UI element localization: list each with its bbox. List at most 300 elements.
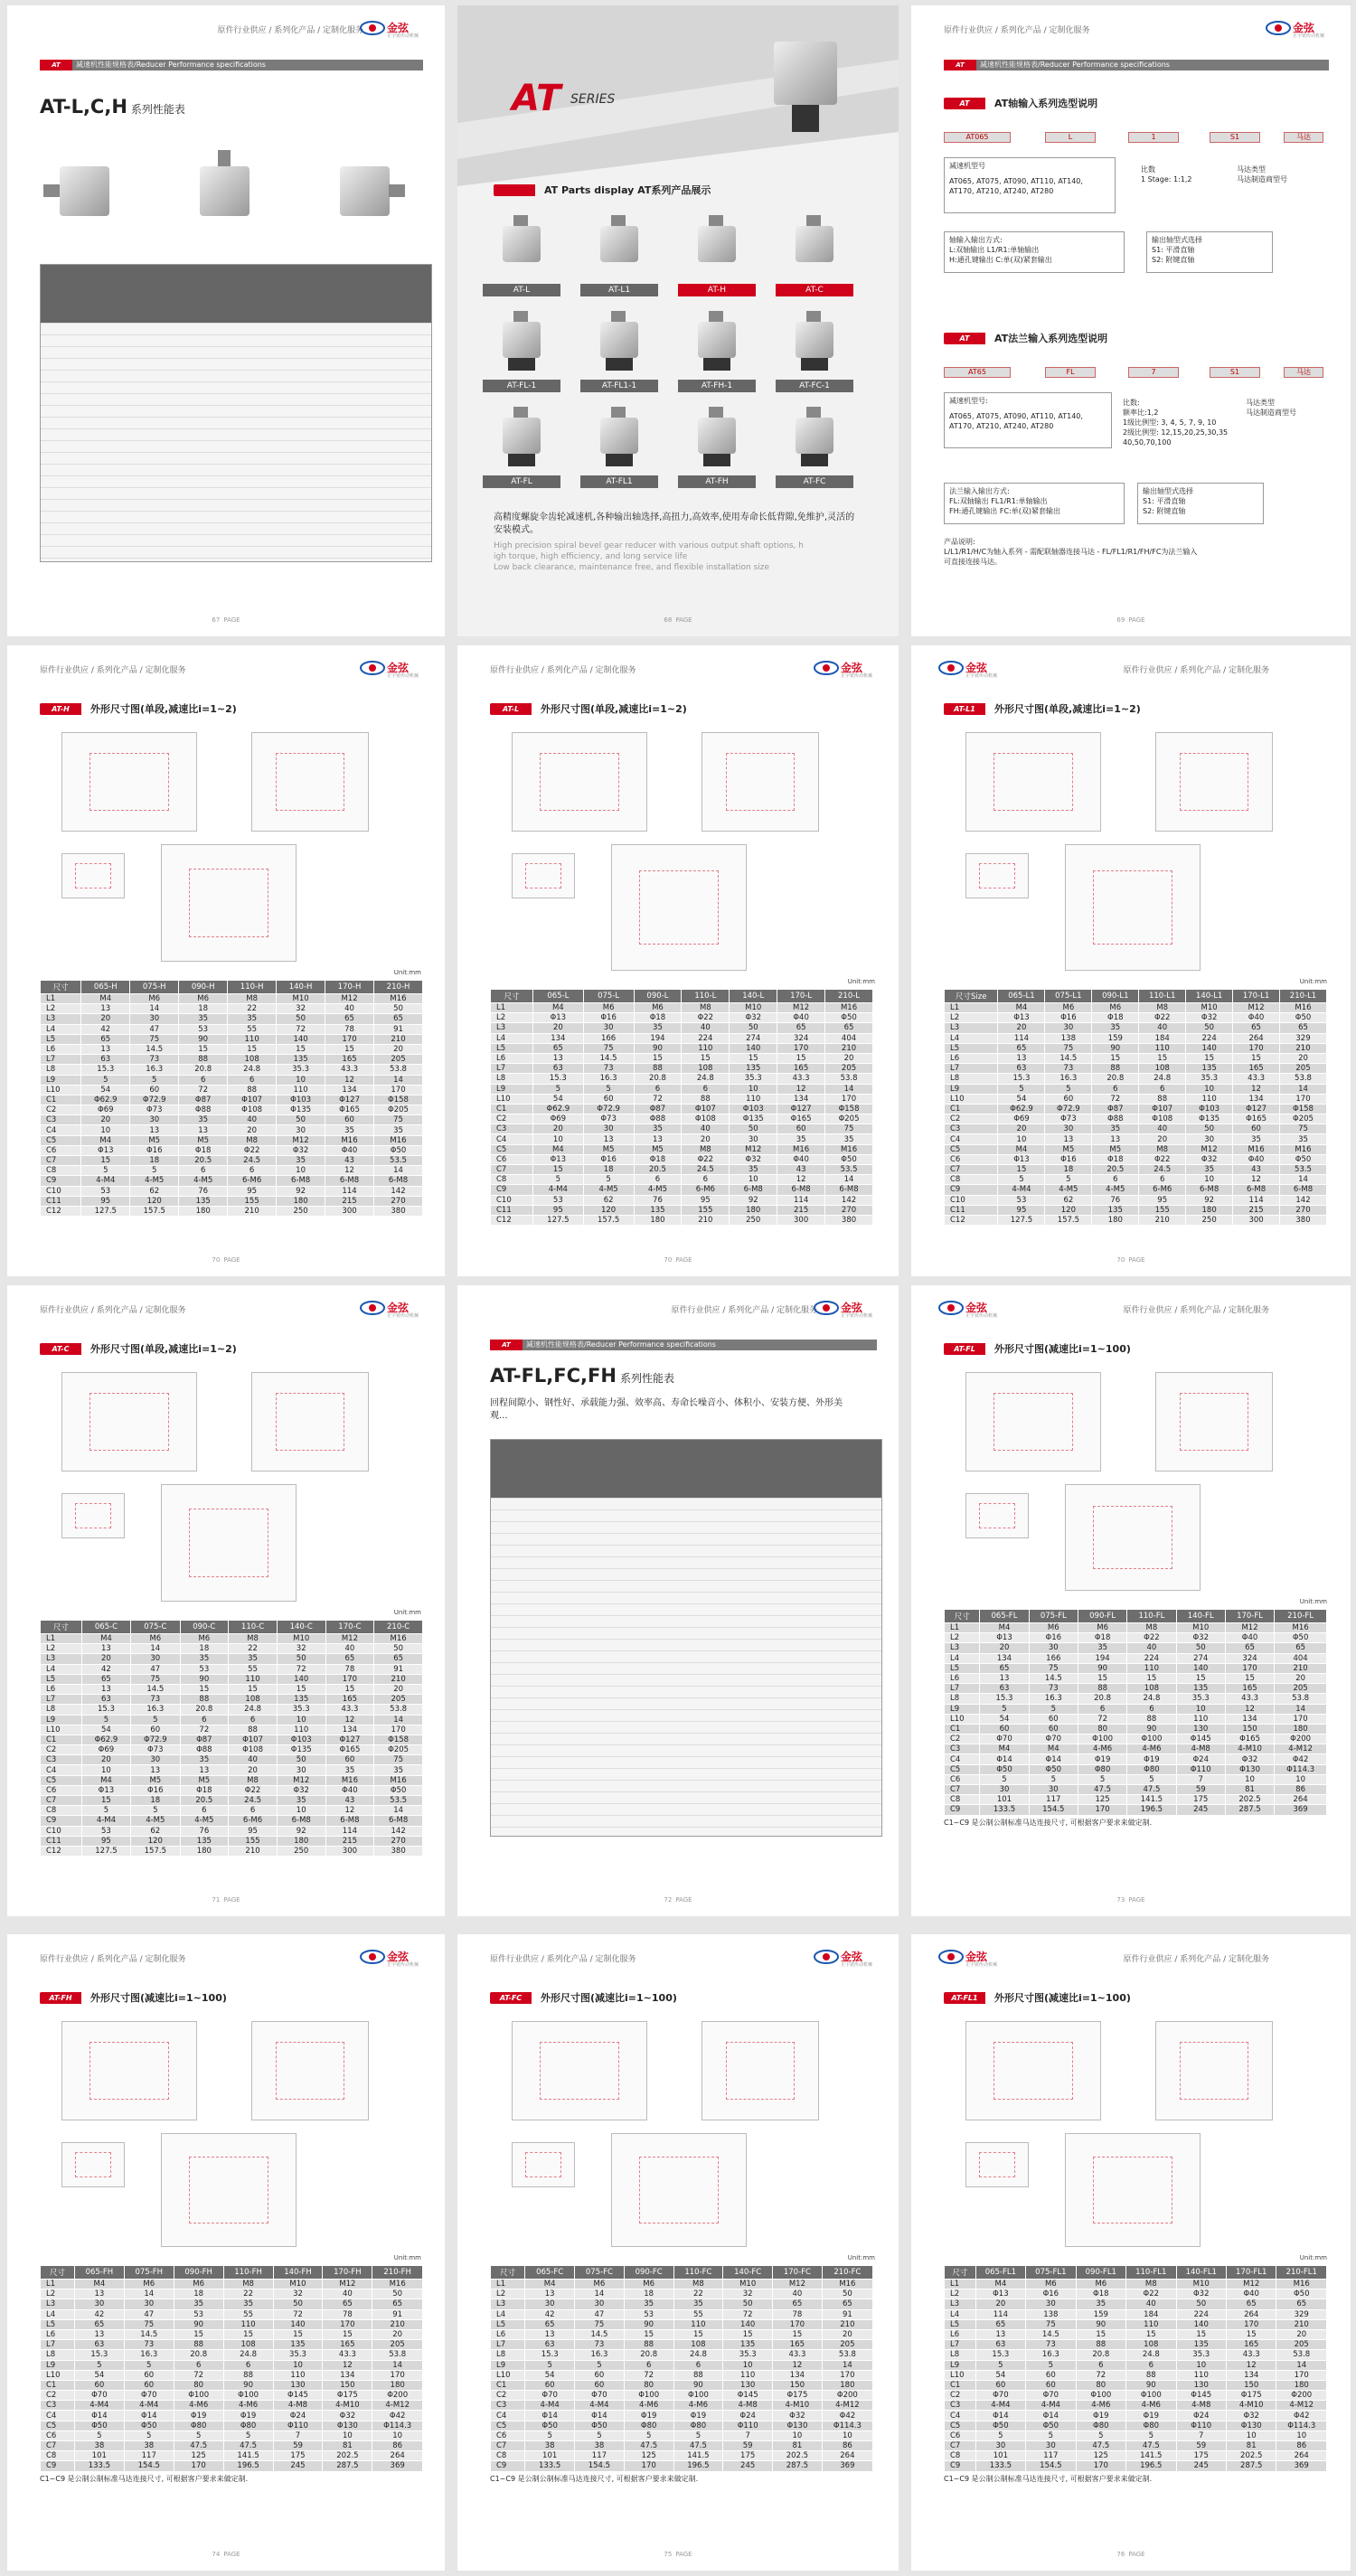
table-cell: 40 [228, 1115, 277, 1125]
table-cell: Φ100 [1126, 2391, 1176, 2401]
table-cell: 24.8 [223, 2350, 273, 2360]
table-cell: M10 [1186, 1003, 1233, 1013]
column-header: 170-FL [1225, 1610, 1274, 1623]
table-cell: Φ69 [81, 1745, 130, 1755]
table-cell: 35 [277, 1156, 325, 1166]
table-cell: 65 [1225, 1643, 1274, 1653]
table-cell: Φ80 [1078, 1764, 1126, 1774]
table-cell: M5 [180, 1775, 229, 1785]
table-cell: 16.3 [124, 2350, 174, 2360]
table-cell: 114 [1233, 1195, 1280, 1205]
table-cell: 90 [673, 2380, 723, 2390]
table-cell: Φ103 [277, 1095, 325, 1105]
table-row [41, 1684, 423, 1694]
table-cell: M8 [229, 1775, 278, 1785]
table-cell: 14 [825, 1084, 873, 1094]
table-cell: 6-M6 [228, 1176, 277, 1186]
table-cell: 175 [273, 2451, 323, 2461]
table-row [945, 1053, 1327, 1063]
table-row [491, 1124, 873, 1134]
table-cell: C1 [945, 1104, 998, 1114]
table-cell: 60 [1045, 1094, 1092, 1104]
table-cell: 40 [1126, 2299, 1176, 2309]
table-cell: 13 [980, 1673, 1029, 1683]
table-cell: 73 [575, 2340, 625, 2350]
table-cell: C7 [41, 1156, 81, 1166]
table-cell: 133.5 [74, 2461, 124, 2471]
table-cell: M10 [1176, 2280, 1226, 2289]
table-cell: 90 [1127, 1724, 1176, 1734]
brand-logo: 金弦 正宇铣传动机械 [938, 1947, 1002, 1970]
table-cell: 110 [223, 2319, 273, 2329]
column-header: 075-H [130, 981, 179, 994]
table-cell: Φ50 [975, 2421, 1025, 2430]
table-cell: 75 [130, 1034, 179, 1044]
table-cell: 5 [74, 2430, 124, 2440]
table-cell: Φ108 [229, 1745, 278, 1755]
table-cell: 15 [624, 2329, 673, 2339]
column-header: 140-C [277, 1621, 325, 1634]
brand-logo-icon [938, 1949, 964, 1965]
table-row [945, 2451, 1327, 2461]
table-cell: 73 [1029, 1684, 1078, 1694]
table-cell: Φ127 [777, 1104, 825, 1114]
table-cell: 92 [1186, 1195, 1233, 1205]
table-cell: L2 [945, 1013, 998, 1023]
table-row [945, 1003, 1327, 1013]
table-cell: 35 [228, 1014, 277, 1024]
table-cell: 134 [532, 1033, 583, 1043]
table-cell: 90 [624, 2319, 673, 2329]
table-cell: Φ100 [1078, 1735, 1126, 1744]
table-cell: C5 [945, 2421, 976, 2430]
column-header: 090-L1 [1092, 990, 1139, 1003]
table-row [491, 1134, 873, 1144]
table-cell: 40 [325, 1004, 374, 1014]
code-shaft: S1 [1210, 132, 1260, 143]
column-header: 075-L [583, 990, 634, 1003]
page-footer: 76 PAGE [1116, 2551, 1145, 2558]
table-cell: 53.8 [374, 1705, 423, 1715]
table-cell: 404 [825, 1033, 873, 1043]
table-cell: Φ40 [325, 1785, 374, 1795]
table-cell: 110 [673, 2319, 723, 2329]
table-cell: 4-M5 [130, 1176, 179, 1186]
table-cell: 264 [1275, 1795, 1327, 1805]
table-cell: 141.5 [223, 2451, 273, 2461]
column-header: 090-FL [1078, 1610, 1126, 1623]
table-cell: Φ80 [624, 2421, 673, 2430]
table-cell: Φ107 [228, 1095, 277, 1105]
column-header: 210-L1 [1280, 990, 1327, 1003]
table-cell: C10 [491, 1195, 533, 1205]
table-cell: 35 [223, 2299, 273, 2309]
table-row [41, 1695, 423, 1705]
table-cell: 55 [673, 2309, 723, 2319]
table-cell: 30 [1045, 1023, 1092, 1033]
table-cell: Φ32 [277, 1145, 325, 1155]
table-row [41, 1095, 423, 1105]
table-cell: 10 [723, 2360, 773, 2370]
table-cell: 165 [325, 1695, 374, 1705]
table-cell: 22 [228, 1004, 277, 1014]
table-row [491, 1175, 873, 1185]
table-row [41, 1004, 423, 1014]
table-cell: 13 [1045, 1134, 1092, 1144]
table-cell: 157.5 [130, 1206, 179, 1216]
code-model: AT65 [944, 367, 1011, 378]
table-cell: Φ145 [723, 2391, 773, 2401]
table-cell: L5 [491, 2319, 525, 2329]
table-cell: 6 [682, 1084, 730, 1094]
table-cell: M5 [634, 1144, 682, 1154]
table-cell: Φ87 [1092, 1104, 1139, 1114]
table-row [945, 2461, 1327, 2471]
brand-logo-icon [938, 1300, 964, 1316]
brand-logo: 金弦 正宇铣传动机械 [360, 18, 423, 42]
table-cell: 65 [81, 1034, 130, 1044]
table-row [945, 2309, 1327, 2319]
table-row [41, 2380, 423, 2390]
table-cell: 114 [998, 1033, 1045, 1043]
front-view-drawing [61, 732, 197, 832]
column-header: 210-FH [372, 2266, 423, 2280]
product-thumbnail [783, 215, 846, 278]
table-row [41, 1065, 423, 1075]
table-cell: 15 [277, 1044, 325, 1054]
table-row [945, 1643, 1327, 1653]
table-cell: 4-M4 [998, 1185, 1045, 1195]
table-cell: Φ14 [1026, 2411, 1076, 2421]
table-cell: 4-M4 [81, 1176, 130, 1186]
product-thumbnail [588, 311, 651, 374]
table-cell: 60 [1026, 2380, 1076, 2390]
table-cell: 110 [1126, 2319, 1176, 2329]
front-view-drawing [61, 1372, 197, 1471]
table-cell: L9 [945, 2360, 976, 2370]
table-cell: 210 [1276, 2319, 1327, 2329]
table-cell: 18 [180, 1644, 229, 1654]
table-cell: 35 [624, 2299, 673, 2309]
table-cell: 42 [525, 2309, 575, 2319]
table-cell: 135 [1092, 1205, 1139, 1215]
table-cell: 22 [673, 2289, 723, 2299]
column-header: 210-FL1 [1276, 2266, 1327, 2280]
table-row [41, 1135, 423, 1145]
table-cell: 5 [980, 1774, 1029, 1784]
table-cell: L4 [491, 2309, 525, 2319]
table-cell: 184 [1126, 2309, 1176, 2319]
table-cell: Φ73 [130, 1105, 179, 1115]
breadcrumb: 原件行业供应 / 系列化产品 / 定制化服务 [1123, 1306, 1269, 1315]
table-cell: 47.5 [1126, 2441, 1176, 2451]
table-cell: Φ19 [624, 2411, 673, 2421]
column-header: 140-FL [1176, 1610, 1225, 1623]
table-cell: 20.5 [634, 1165, 682, 1175]
table-cell: 65 [998, 1043, 1045, 1053]
table-cell: L2 [41, 2289, 75, 2299]
table-cell: Φ70 [74, 2391, 124, 2401]
table-cell: Φ32 [1225, 1754, 1274, 1764]
table-cell: Φ16 [130, 1145, 179, 1155]
table-cell: 165 [1226, 2340, 1276, 2350]
table-cell: M16 [374, 1135, 423, 1145]
table-row [945, 2360, 1327, 2370]
table-cell: 141.5 [1126, 2451, 1176, 2461]
table-cell: 114 [325, 1186, 374, 1196]
table-cell: Φ50 [1029, 1764, 1078, 1774]
table-cell: 65 [773, 2299, 823, 2309]
table-cell: 65 [1226, 2299, 1276, 2309]
table-cell: 95 [532, 1205, 583, 1215]
table-cell: 264 [1276, 2451, 1327, 2461]
column-header: 075-FH [124, 2266, 174, 2280]
table-row [945, 1134, 1327, 1144]
table-cell: 141.5 [673, 2451, 723, 2461]
table-cell: C4 [945, 1754, 980, 1764]
table-cell: 12 [773, 2360, 823, 2370]
table-cell: M16 [825, 1144, 873, 1154]
table-cell: 20 [825, 1053, 873, 1063]
table-cell: 5 [174, 2430, 223, 2440]
product-note: 产品说明: L/L1/R1/H/C为轴入系列 - 需配联轴器连接马达 - FL/FL1/R1/FH/FC为法兰输入 可直接连接马达。 [944, 538, 1198, 566]
brand-logo-icon [814, 1949, 839, 1965]
unit-label: Unit:mm [847, 2254, 875, 2261]
table-cell: 91 [374, 1664, 423, 1674]
table-cell: 101 [74, 2451, 124, 2461]
table-cell: 88 [229, 1725, 278, 1735]
table-cell: C3 [945, 2401, 976, 2411]
table-cell: Φ165 [325, 1105, 374, 1115]
table-cell: 53.8 [1276, 2350, 1327, 2360]
table-cell: 60 [124, 2370, 174, 2380]
table-cell: 54 [74, 2370, 124, 2380]
table-cell: 20.8 [624, 2350, 673, 2360]
table-cell: 110 [228, 1034, 277, 1044]
table-cell: M8 [1127, 1623, 1176, 1633]
table-cell: 88 [1092, 1064, 1139, 1074]
product-image [184, 150, 265, 231]
page-footer: 73 PAGE [1116, 1896, 1145, 1904]
table-cell: 53.8 [825, 1074, 873, 1084]
table-cell: 14 [124, 2289, 174, 2299]
table-cell: 35 [1092, 1023, 1139, 1033]
table-cell: L10 [945, 1094, 998, 1104]
table-row [945, 2401, 1327, 2411]
table-cell: 264 [372, 2451, 423, 2461]
column-header: 090-FH [174, 2266, 223, 2280]
table-cell: 155 [228, 1196, 277, 1206]
column-header: 尺寸 [41, 1621, 82, 1634]
table-cell: 133.5 [975, 2461, 1025, 2471]
table-cell: 300 [1233, 1215, 1280, 1225]
table-cell: 6-M8 [730, 1185, 777, 1195]
table-cell: 110 [682, 1043, 730, 1053]
table-cell: 72 [174, 2370, 223, 2380]
page-footer: 70 PAGE [212, 1256, 240, 1264]
table-row [41, 1125, 423, 1135]
table-cell: 32 [277, 1644, 325, 1654]
table-cell: 404 [1275, 1653, 1327, 1663]
table-cell: C3 [491, 2401, 525, 2411]
table-cell: 88 [1078, 1684, 1126, 1694]
column-header: 110-L [682, 990, 730, 1003]
table-cell: C8 [491, 1175, 533, 1185]
column-header: 尺寸Size [945, 990, 998, 1003]
table-cell: 15 [273, 2329, 323, 2339]
dimension-table [490, 2265, 873, 2472]
table-cell: 6 [223, 2360, 273, 2370]
table-cell: 43 [325, 1156, 374, 1166]
table-cell: 35.3 [277, 1705, 325, 1715]
table-cell: 16.3 [130, 1065, 179, 1075]
table-cell: Φ22 [1139, 1013, 1186, 1023]
front-view-drawing [512, 2021, 647, 2120]
table-cell: M16 [374, 994, 423, 1004]
table-cell: 4-M8 [273, 2401, 323, 2411]
dimension-table [944, 989, 1327, 1226]
table-cell: 14.5 [1029, 1673, 1078, 1683]
table-cell: L2 [41, 1004, 81, 1014]
table-cell: 53 [81, 1826, 130, 1836]
table-cell: 6-M6 [229, 1816, 278, 1826]
table-cell: Φ22 [1139, 1154, 1186, 1164]
table-cell: C9 [41, 1176, 81, 1186]
red-tag [494, 184, 535, 196]
table-cell: M4 [74, 2280, 124, 2289]
table-cell: 127.5 [81, 1206, 130, 1216]
table-cell: 134 [1225, 1714, 1274, 1724]
dimension-heading: AT-L1 外形尺寸图(单段,减速比i=1~2) [944, 701, 1141, 716]
table-cell: 30 [525, 2299, 575, 2309]
table-cell: M16 [1280, 1003, 1327, 1013]
table-cell: 30 [583, 1124, 634, 1134]
table-cell: L6 [41, 2329, 75, 2339]
table-cell: 47 [575, 2309, 625, 2319]
table-cell: 35 [730, 1165, 777, 1175]
table-cell: 65 [325, 1654, 374, 1664]
table-cell: C9 [945, 1185, 998, 1195]
table-cell: 54 [525, 2370, 575, 2380]
table-cell: 20 [81, 1014, 130, 1024]
hero-title: AT [512, 78, 561, 119]
table-cell: 10 [277, 1075, 325, 1085]
product-thumbnail [685, 311, 749, 374]
table-cell: 35 [174, 2299, 223, 2309]
table-cell: M4 [81, 994, 130, 1004]
table-cell: M16 [825, 1003, 873, 1013]
table-cell: 95 [998, 1205, 1045, 1215]
table-row [491, 1064, 873, 1074]
table-cell: C7 [945, 1165, 998, 1175]
table-cell: 134 [773, 2370, 823, 2380]
table-cell: 108 [1126, 2340, 1176, 2350]
table-cell: 270 [825, 1205, 873, 1215]
table-cell: 10 [1276, 2430, 1327, 2440]
table-row [945, 1653, 1327, 1663]
table-cell: 150 [773, 2380, 823, 2390]
table-cell: 210 [682, 1215, 730, 1225]
table-row [41, 1085, 423, 1095]
table-cell: M4 [975, 2280, 1025, 2289]
table-cell: Φ32 [1186, 1013, 1233, 1023]
shaft-detail-drawing [61, 2142, 125, 2187]
table-cell: L4 [41, 2309, 75, 2319]
table-cell: 134 [325, 1725, 374, 1735]
breadcrumb: 原件行业供应 / 系列化产品 / 定制化服务 [490, 666, 636, 675]
product-label: AT-L1 [580, 284, 658, 296]
table-cell: 120 [583, 1205, 634, 1215]
table-cell: 10 [277, 1166, 325, 1176]
table-cell: 50 [277, 1014, 325, 1024]
table-cell: 14.5 [131, 1684, 180, 1694]
table-cell: 5 [583, 1084, 634, 1094]
table-cell: 324 [777, 1033, 825, 1043]
table-cell: C2 [491, 1114, 533, 1124]
table-cell: 4-M10 [323, 2401, 372, 2411]
output-shaft-note: 输出轴型式选择 S1: 平滑直轴 S2: 附键直轴 [1146, 231, 1273, 273]
table-cell: 14 [374, 1715, 423, 1725]
table-row [41, 2411, 423, 2421]
table-cell: 60 [130, 1085, 179, 1095]
table-row [945, 2380, 1327, 2390]
table-cell: M6 [1078, 1623, 1126, 1633]
table-cell: M16 [374, 1634, 423, 1644]
table-cell: 170 [1233, 1043, 1280, 1053]
table-cell: Φ88 [1092, 1114, 1139, 1124]
table-cell: 215 [325, 1196, 374, 1206]
table-cell: M12 [1186, 1144, 1233, 1154]
table-cell: 50 [723, 2299, 773, 2309]
table-cell: 50 [822, 2289, 872, 2299]
table-cell: Φ24 [273, 2411, 323, 2421]
page-selection-guide [911, 5, 1351, 636]
table-header [945, 2266, 1327, 2280]
column-header: 140-FH [273, 2266, 323, 2280]
table-cell: 5 [532, 1175, 583, 1185]
table-cell: Φ114.3 [372, 2421, 423, 2430]
table-cell: 4-M6 [223, 2401, 273, 2411]
table-cell: Φ135 [730, 1114, 777, 1124]
table-row [491, 1215, 873, 1225]
table-cell: 180 [180, 1846, 229, 1856]
column-header: 065-FC [525, 2266, 575, 2280]
table-cell: Φ158 [374, 1735, 423, 1744]
table-cell: 175 [1176, 2451, 1226, 2461]
table-row [945, 2441, 1327, 2451]
table-row [41, 1765, 423, 1775]
table-cell: 50 [277, 1115, 325, 1125]
table-cell: Φ145 [273, 2391, 323, 2401]
table-cell: 13 [998, 1053, 1045, 1063]
table-cell: Φ40 [1226, 2289, 1276, 2299]
table-cell: 30 [1029, 1643, 1078, 1653]
table-cell: L7 [945, 1064, 998, 1074]
table-cell: 12 [1233, 1175, 1280, 1185]
table-cell: 72 [179, 1085, 228, 1095]
table-cell: 15 [277, 1684, 325, 1694]
table-cell: Φ165 [1233, 1114, 1280, 1124]
table-cell: 4-M4 [81, 1816, 130, 1826]
table-cell: 60 [325, 1755, 374, 1765]
table-cell: Φ200 [372, 2391, 423, 2401]
table-cell: 205 [374, 1695, 423, 1705]
product-label: AT-FC-1 [776, 380, 853, 392]
product-label: AT-FL1-1 [580, 380, 658, 392]
table-cell: 72 [634, 1094, 682, 1104]
table-cell: L6 [945, 1673, 980, 1683]
table-cell: 12 [325, 1166, 374, 1176]
